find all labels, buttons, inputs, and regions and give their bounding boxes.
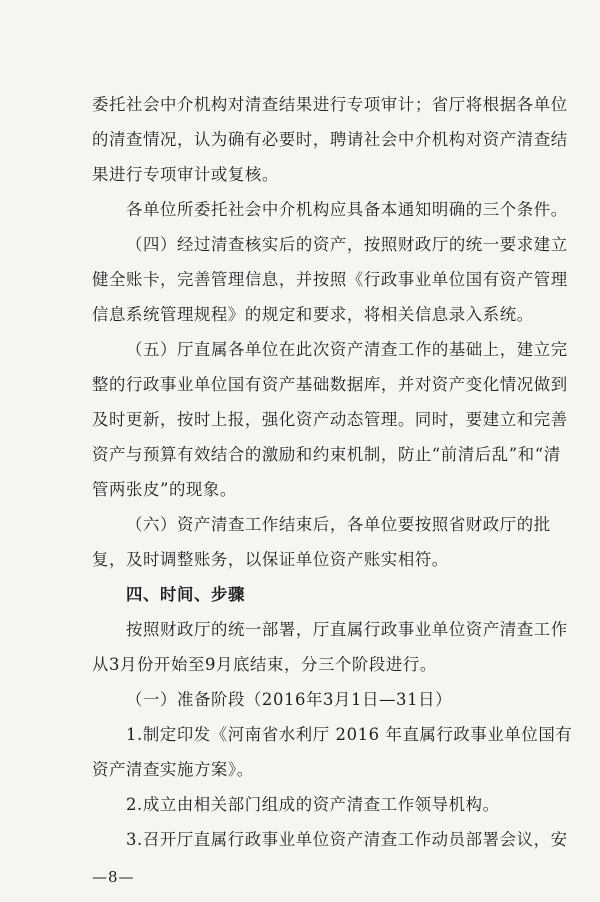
body-line: （六）资产清查工作结束后，各单位要按照省财政厅的批 [126, 515, 551, 534]
body-line: 的清查情况，认为确有必要时，聘请社会中介机构对资产清查结 [92, 130, 568, 149]
body-line: 3.召开厅直属行政事业单位资产清查工作动员部署会议，安 [126, 830, 568, 849]
body-line: 健全账卡，完善管理信息，并按照《行政事业单位国有资产管理 [92, 270, 568, 289]
body-line: 各单位所委托社会中介机构应具备本通知明确的三个条件。 [126, 200, 568, 219]
body-line: 1.制定印发《河南省水利厅 2016 年直属行政事业单位国有 [126, 725, 573, 744]
body-line: 果进行专项审计或复核。 [92, 165, 279, 184]
body-line: 复，及时调整账务，以保证单位资产账实相符。 [92, 550, 449, 569]
body-line: 委托社会中介机构对清查结果进行专项审计；省厅将根据各单位 [92, 95, 568, 114]
section-heading: 四、时间、步骤 [126, 585, 245, 604]
body-line: 资产清查实施方案》。 [92, 760, 254, 779]
body-line: （四）经过清查核实后的资产，按照财政厅的统一要求建立 [126, 235, 568, 254]
body-line: 按照财政厅的统一部署，厅直属行政事业单位资产清查工作 [126, 620, 568, 639]
body-line: 管两张皮”的现象。 [92, 480, 237, 499]
body-line: 信息系统管理规程》的规定和要求，将相关信息录入系统。 [92, 305, 534, 324]
body-line: 2.成立由相关部门组成的资产清查工作领导机构。 [126, 795, 500, 814]
subsection-heading: （一）准备阶段（2016年3月1日—31日） [126, 690, 453, 709]
body-line: 及时更新，按时上报，强化资产动态管理。同时，要建立和完善 [92, 410, 568, 429]
body-line: 整的行政事业单位国有资产基础数据库，并对资产变化情况做到 [92, 375, 568, 394]
body-line: （五）厅直属各单位在此次资产清查工作的基础上，建立完 [126, 340, 568, 359]
body-line: 资产与预算有效结合的激励和约束机制，防止“前清后乱”和“清 [92, 445, 561, 464]
page-number: —8— [92, 868, 135, 886]
body-line: 从3月份开始至9月底结束，分三个阶段进行。 [92, 655, 437, 674]
